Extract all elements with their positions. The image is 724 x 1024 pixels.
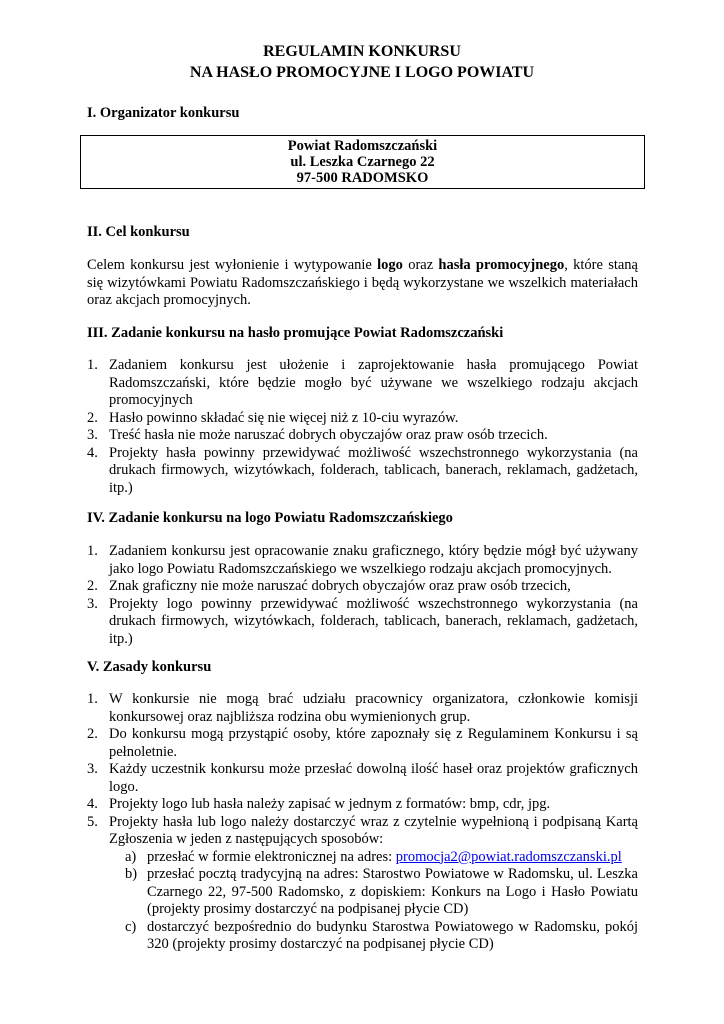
list-item-number: 4. [87,796,98,812]
section3-heading: III. Zadanie konkursu na hasło promujące Powiat Radomszczański [87,325,504,341]
list-item [87,578,638,596]
section2-text-b: oraz [402,257,439,273]
section2-text-a: Celem konkursu jest wyłonienie i wytypowanie [87,257,378,273]
list-item [87,691,638,726]
sub-list-item [109,919,638,954]
list-item [87,410,638,428]
sub-item-text: dostarczyć bezpośrednio do budynku Starostwa Powiatowego w Radomsku, pokój 320 (projekty prosimy dostarczyć na podpisanej płycie CD) [147,918,638,952]
section3-list [87,357,638,497]
organizer-name: Powiat Radomszczański [287,138,438,154]
list-item-number: 4. [87,444,98,461]
list-item-number: 3. [87,595,98,612]
section5-list [87,691,638,954]
sub-item-letter: a) [125,848,137,865]
list-item [87,357,638,410]
organizer-box [80,135,645,189]
list-item [87,543,638,578]
section2-heading: II. Cel konkursu [87,224,190,240]
document-title-line1: REGULAMIN KONKURSU [263,43,461,60]
list-item-number: 3. [87,427,98,443]
document-title-line2: NA HASŁO PROMOCYJNE I LOGO POWIATU [189,64,535,81]
list-item [87,726,638,761]
organizer-city: 97-500 RADOMSKO [296,170,429,186]
list-item-number: 1. [87,357,98,373]
list-item [87,596,638,649]
list-item-text: Hasło powinno składać się nie więcej niż z 10-ciu wyrazów. [109,409,459,426]
sub-item-letter: b) [125,866,138,882]
list-item-text: Treść hasła nie może naruszać dobrych obyczajów oraz praw osób trzecich. [109,427,548,443]
sub-item-letter: c) [125,918,137,935]
section4-heading: IV. Zadanie konkursu na logo Powiatu Radomszczańskiego [87,510,453,526]
list-item-text: Projekty logo lub hasła należy zapisać w jednym z formatów: bmp, cdr, jpg. [109,796,551,812]
list-item [87,796,638,814]
list-item-text: Zadaniem konkursu jest opracowanie znaku graficznego, który będzie mógł być używany jako logo Powiatu Radomszczańskiego we wszelkiego rodzaju akcjach promocyjnych. [109,543,638,577]
list-item-number: 2. [87,409,98,426]
section2-bold-haslo: hasła promocyjnego [438,257,565,273]
section2-paragraph [87,257,638,310]
sub-item-text: przesłać pocztą tradycyjną na adres: Starostwo Powiatowe w Radomsku, ul. Leszka Czarnego 22, 97-500 Radomsko, z dopiskiem: Konkurs na Logo i Hasło Powiatu (projekty prosimy dostarczyć na podpisanej płycie CD) [147,866,638,917]
sub-item-text: przesłać w formie elektronicznej na adres: [147,848,396,865]
list-item-text: Do konkursu mogą przystąpić osoby, które zapoznały się z Regulaminem Konkursu i są pełnoletnie. [109,726,638,760]
organizer-street: ul. Leszka Czarnego 22 [290,154,435,170]
list-item-number: 5. [87,813,98,830]
section1-heading: I. Organizator konkursu [87,105,240,121]
list-item-text: Projekty hasła powinny przewidywać możliwość wszechstronnego wykorzystania (na drukach firmowych, wizytówkach, folderach, tablicach, banerach, reklamach, gadżetach, itp.) [109,444,638,496]
list-item-number: 3. [87,761,98,777]
sub-list-item [109,849,638,867]
list-item [87,445,638,498]
list-item-text: Zadaniem konkursu jest ułożenie i zaprojektowanie hasła promującego Powiat Radomszczański, które będzie mogło być używane we wszelkiego rodzaju akcjach promocyjnych [109,357,638,408]
list-item-text: Każdy uczestnik konkursu może przesłać dowolną ilość haseł oraz projektów graficznych logo. [109,761,638,795]
sub-list-item [109,866,638,919]
list-item-text: Projekty hasła lub logo należy dostarczyć wraz z czytelnie wypełnioną i podpisaną Kartą Zgłoszenia w jeden z następujących sposobów: [109,813,638,847]
section5-heading: V. Zasady konkursu [87,659,212,675]
delivery-methods-list [109,849,638,954]
list-item-number: 2. [87,578,98,594]
list-item [87,814,638,954]
section2-bold-logo: logo [377,257,403,273]
list-item-number: 2. [87,726,98,742]
email-link[interactable]: promocja2@powiat.radomszczanski.pl [395,848,622,865]
section4-list [87,543,638,648]
list-item-text: W konkursie nie mogą brać udziału pracownicy organizatora, członkowie komisji konkursowej oraz najbliższa rodzina obu wymienionych grup. [109,691,638,725]
list-item-text: Projekty logo powinny przewidywać możliwość wszechstronnego wykorzystania (na drukach firmowych, wizytówkach, folderach, tablicach, banerach, reklamach, gadżetach, itp.) [109,595,638,647]
list-item-number: 1. [87,543,98,559]
list-item [87,427,638,445]
section2-text-c: , które staną się wizytówkami Powiatu Radomszczańskiego i będą wykorzystane we wszelkich materiałach oraz akcjach promocyjnych. [87,257,638,308]
list-item [87,761,638,796]
list-item-text: Znak graficzny nie może naruszać dobrych obyczajów oraz praw osób trzecich, [109,578,571,594]
list-item-number: 1. [87,691,98,707]
